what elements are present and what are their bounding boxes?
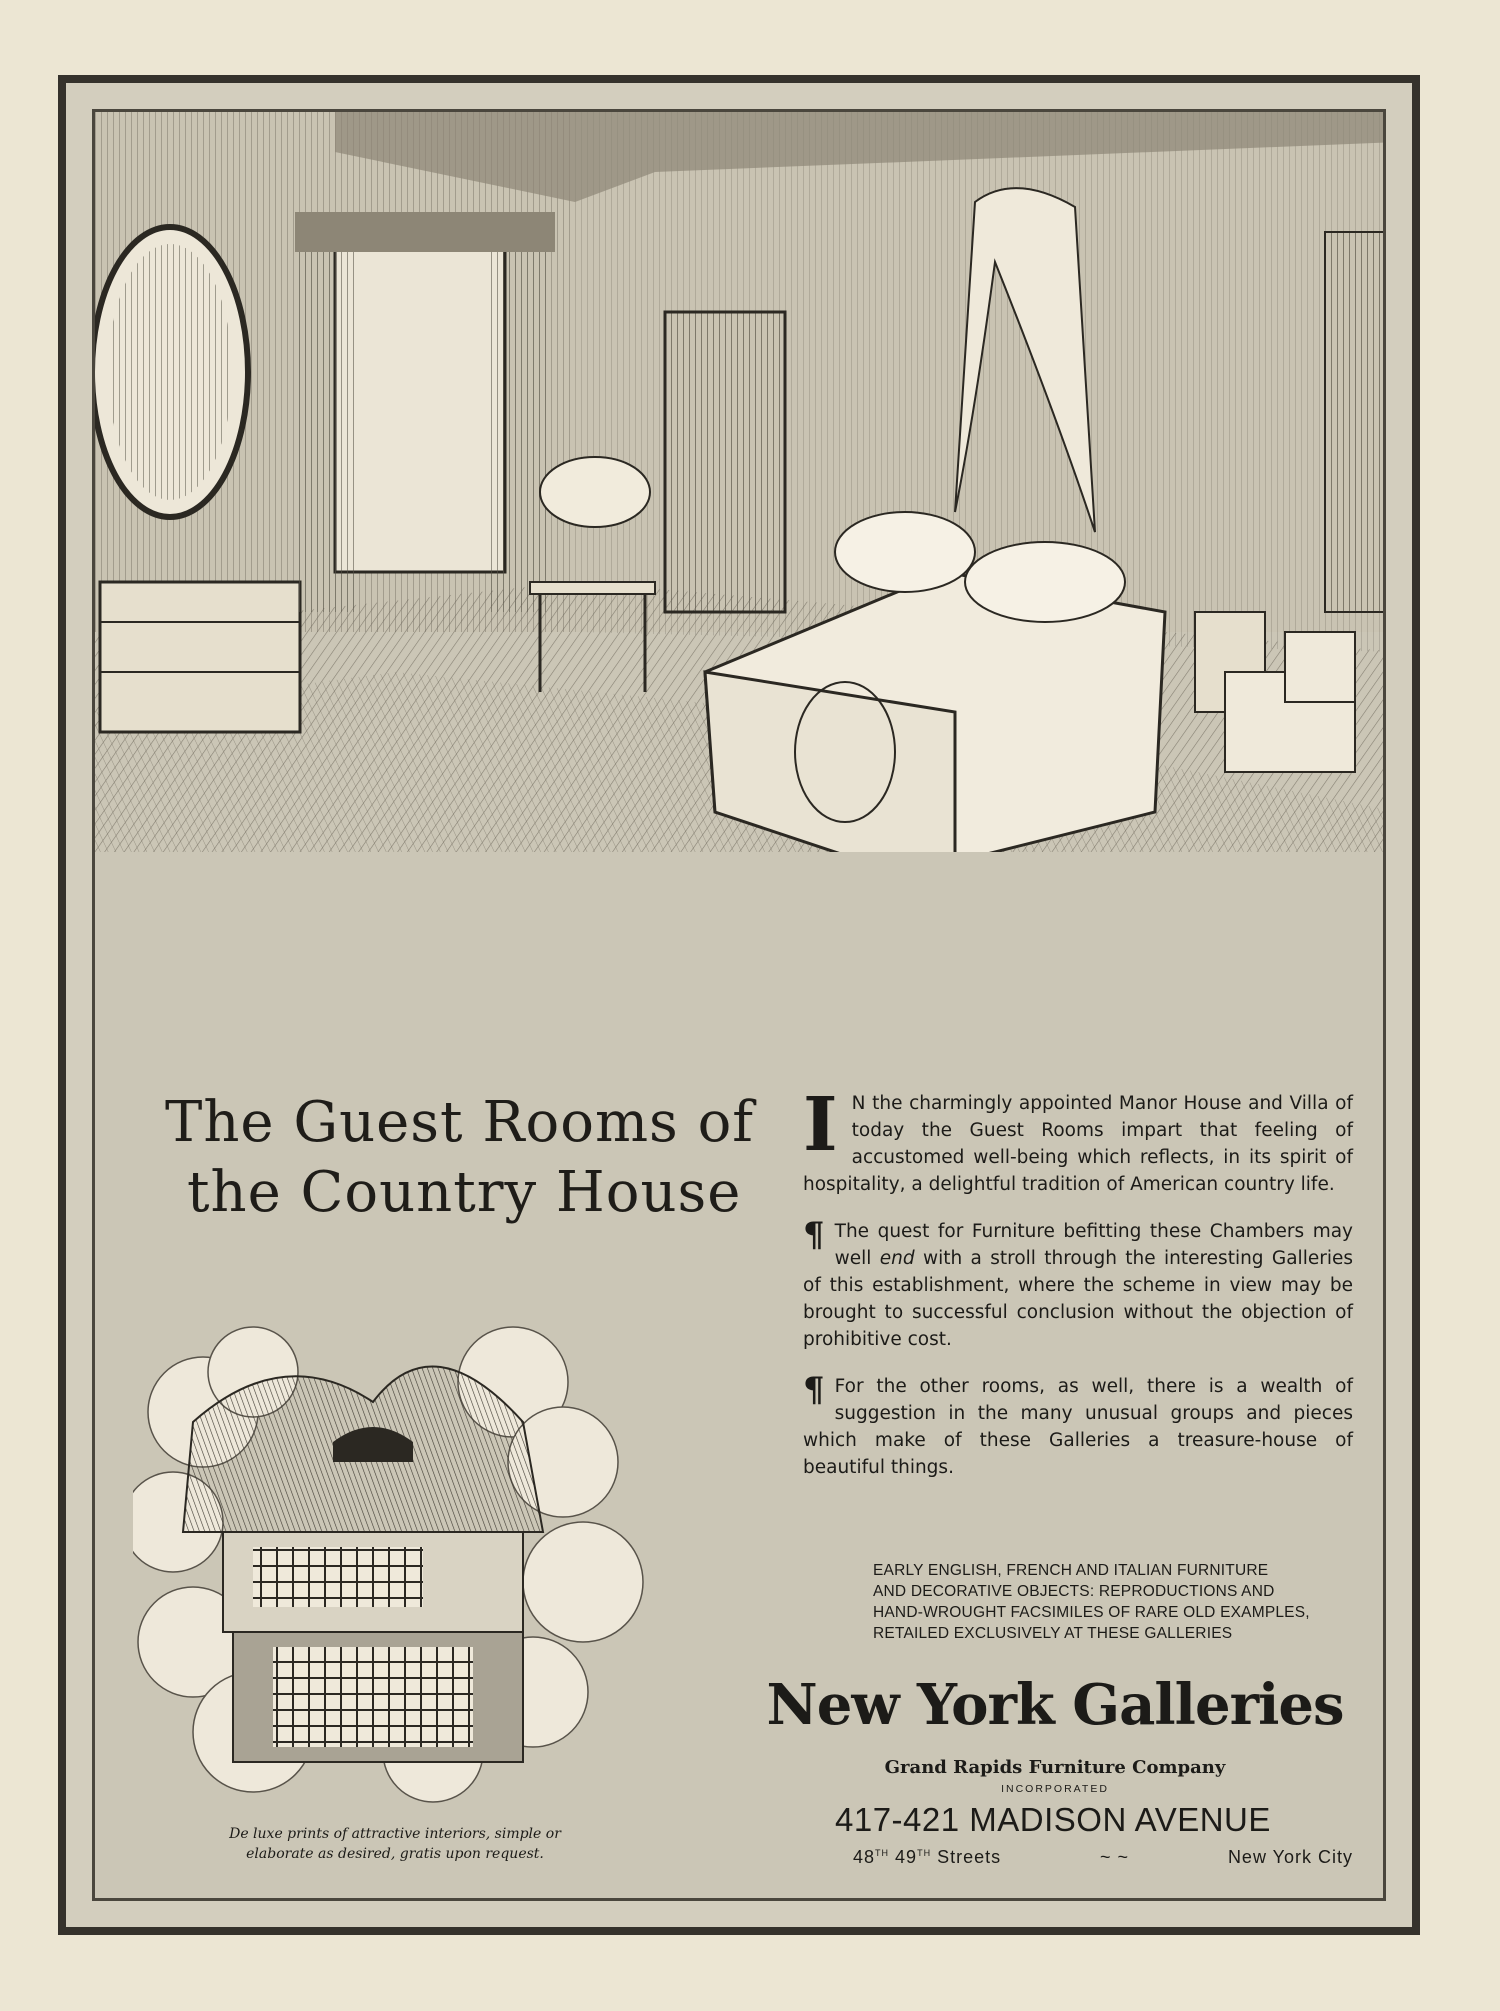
paragraph-3-text: For the other rooms, as well, there is a wealth of suggestion in the many unusual groups and pieces which make of these Galleries a treasure-house of beautiful things. — [803, 1376, 1353, 1478]
streets-dashes: ~ ~ — [1100, 1847, 1130, 1867]
paragraph-2-italic: end — [879, 1248, 915, 1269]
street-48-suffix: TH — [875, 1848, 890, 1858]
paragraph-3 — [803, 1370, 1353, 1481]
offerings-line-4: RETAILED EXCLUSIVELY AT THESE GALLERIES — [873, 1625, 1233, 1642]
street-49: 49 — [895, 1847, 918, 1867]
pilcrow-icon: ¶ — [803, 1370, 825, 1410]
brand-subtitle: Grand Rapids Furniture Company — [884, 1757, 1226, 1778]
outer-frame — [58, 75, 1420, 1935]
offerings-line-3: HAND-WROUGHT FACSIMILES OF RARE OLD EXAMPLES, — [873, 1604, 1310, 1621]
bedroom-illustration — [95, 112, 1386, 852]
paragraph-1 — [803, 1082, 1353, 1198]
streets-line — [853, 1847, 1353, 1868]
headline-line-1: The Guest Rooms of — [165, 1090, 755, 1155]
offerings-line-1: EARLY ENGLISH, FRENCH AND ITALIAN FURNITURE — [873, 1562, 1269, 1579]
caption-line-2: elaborate as desired, gratis upon request. — [246, 1846, 544, 1862]
caption-line-1: De luxe prints of attractive interiors, simple or — [229, 1826, 561, 1842]
brand-name: New York Galleries — [766, 1672, 1344, 1738]
paragraph-2-text-a: The quest for Furniture befitting these Chambers may well — [834, 1221, 1353, 1269]
paragraph-2 — [803, 1215, 1353, 1353]
street-48: 48 — [853, 1847, 876, 1867]
offerings-line-2: AND DECORATIVE OBJECTS: REPRODUCTIONS AND — [873, 1583, 1275, 1600]
offerings-list — [873, 1560, 1313, 1644]
pilcrow-icon: ¶ — [803, 1215, 825, 1255]
brand-incorporated: INCORPORATED — [1001, 1783, 1109, 1795]
city: New York City — [1227, 1847, 1353, 1867]
street-49-suffix: TH — [917, 1848, 932, 1858]
cottage-illustration — [133, 1262, 693, 1812]
drop-cap: I — [803, 1082, 838, 1168]
body-copy — [803, 1082, 1353, 1501]
headline-line-2: the Country House — [187, 1160, 742, 1225]
paragraph-1-text: N the charmingly appointed Manor House and Villa of today the Guest Rooms impart that feeling of accustomed well-being which reflects, in its spirit of hospitality, a delightful tradition of American country life. — [803, 1093, 1353, 1195]
paragraph-2-text-b: with a stroll through the interesting Galleries of this establishment, where the scheme in view may be brought to successful conclusion without the objection of prohibitive cost. — [803, 1248, 1353, 1350]
cottage-caption — [175, 1824, 615, 1864]
address: 417-421 MADISON AVENUE — [835, 1801, 1271, 1838]
streets-numbers — [853, 1847, 1001, 1868]
headline — [165, 1088, 755, 1228]
streets-word: Streets — [937, 1847, 1002, 1867]
inner-frame — [92, 109, 1386, 1901]
